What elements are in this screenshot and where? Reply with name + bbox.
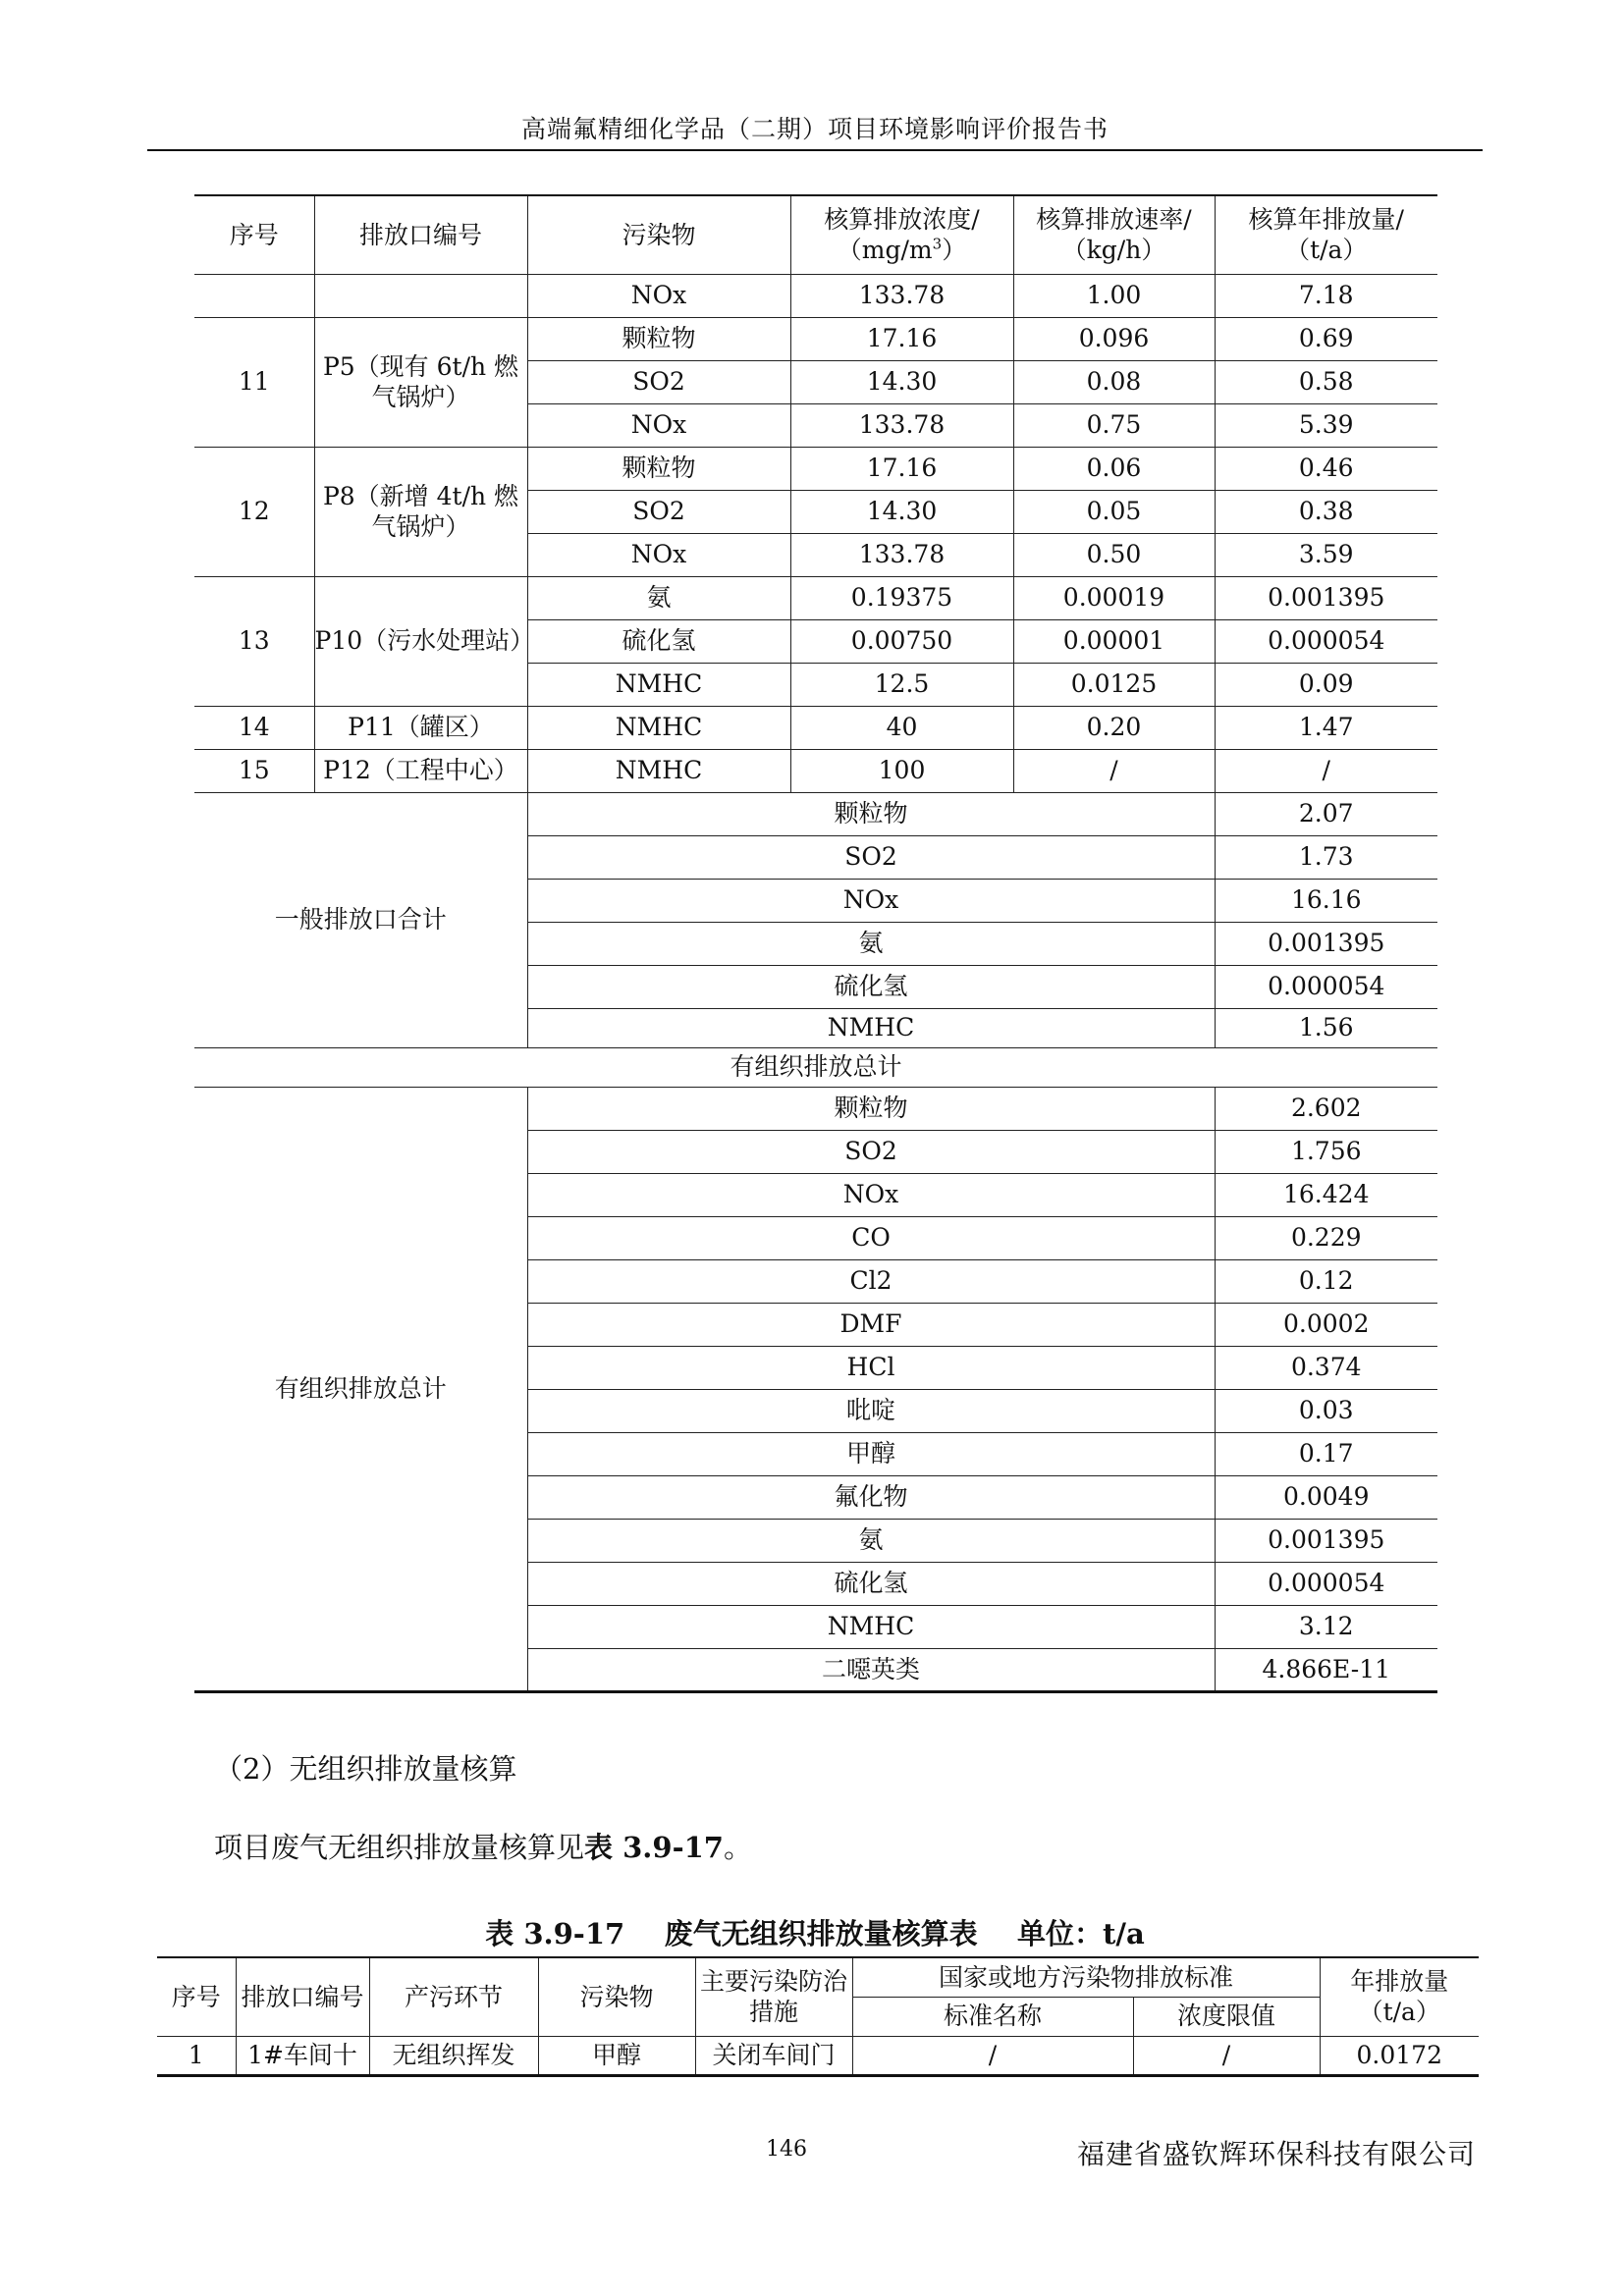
cell-conc: 0.00750 — [790, 619, 1013, 663]
cell-pollutant: NMHC — [527, 706, 790, 749]
cell-limit: / — [1133, 2036, 1320, 2075]
cell-annual: 3.12 — [1215, 1605, 1437, 1648]
cell-conc: 133.78 — [790, 274, 1013, 317]
header-annual: 年排放量 （t/a） — [1320, 1957, 1479, 2036]
cell-pollutant: 颗粒物 — [527, 792, 1215, 835]
cell-annual: 7.18 — [1215, 274, 1437, 317]
cell-pollutant: 吡啶 — [527, 1389, 1215, 1432]
cell-annual: 4.866E-11 — [1215, 1648, 1437, 1691]
cell-outlet: P5（现有 6t/h 燃气锅炉） — [314, 317, 527, 447]
cell-standard-name: / — [852, 2036, 1133, 2075]
organized-emissions-table — [194, 194, 1437, 1693]
cell-annual: 16.16 — [1215, 879, 1437, 922]
fugitive-emissions-table — [157, 1956, 1479, 2077]
cell-outlet: 1#车间十 — [236, 2036, 369, 2075]
cell-annual: 0.000054 — [1215, 1562, 1437, 1605]
cell-seq: 13 — [194, 576, 314, 706]
cell-annual: 0.000054 — [1215, 619, 1437, 663]
header-rule — [147, 149, 1483, 151]
header-annual: 核算年排放量/ （t/a） — [1215, 195, 1437, 274]
cell-rate: / — [1013, 749, 1215, 792]
cell-conc: 0.19375 — [790, 576, 1013, 619]
organized-total-label: 有组织排放总计 — [194, 1087, 527, 1691]
cell-annual: 3.59 — [1215, 533, 1437, 576]
cell-annual: 0.38 — [1215, 490, 1437, 533]
cell-rate: 0.75 — [1013, 403, 1215, 447]
cell-annual: 0.12 — [1215, 1259, 1437, 1303]
table-header-row — [157, 1957, 1479, 1997]
cell-conc: 40 — [790, 706, 1013, 749]
cell-pollutant: SO2 — [527, 360, 790, 403]
cell-pollutant: SO2 — [527, 835, 1215, 879]
cell-rate: 0.06 — [1013, 447, 1215, 490]
cell-pollutant: SO2 — [527, 1130, 1215, 1173]
page-number: 146 — [766, 2137, 807, 2162]
cell-pollutant: NOx — [527, 879, 1215, 922]
cell-pollutant: 颗粒物 — [527, 1087, 1215, 1130]
cell-seq: 15 — [194, 749, 314, 792]
cell-rate: 0.05 — [1013, 490, 1215, 533]
cell-outlet: P12（工程中心） — [314, 749, 527, 792]
header-outlet: 排放口编号 — [236, 1957, 369, 2036]
table-row — [194, 749, 1437, 792]
cell-pollutant: HCl — [527, 1346, 1215, 1389]
cell-annual: 0.0049 — [1215, 1475, 1437, 1519]
cell-pollutant: NOx — [527, 274, 790, 317]
cell-pollutant: NMHC — [527, 663, 790, 706]
table-row — [194, 447, 1437, 490]
cell-pollutant: 颗粒物 — [527, 447, 790, 490]
table-row — [194, 274, 1437, 317]
cell-pollutant: 硫化氢 — [527, 965, 1215, 1008]
cell-pollutant: 甲醇 — [527, 1432, 1215, 1475]
cell-conc: 17.16 — [790, 447, 1013, 490]
cell-annual: 1.756 — [1215, 1130, 1437, 1173]
cell-annual: 16.424 — [1215, 1173, 1437, 1216]
cell-conc: 17.16 — [790, 317, 1013, 360]
cell-annual: 1.73 — [1215, 835, 1437, 879]
cell-seq: 11 — [194, 317, 314, 447]
cell-seq: 14 — [194, 706, 314, 749]
cell-seq: 1 — [157, 2036, 236, 2075]
cell-outlet: P10（污水处理站） — [314, 576, 527, 706]
section-heading-row — [194, 1047, 1437, 1087]
cell-annual: / — [1215, 749, 1437, 792]
header-pollutant: 污染物 — [538, 1957, 695, 2036]
cell-pollutant: 氨 — [527, 1519, 1215, 1562]
cell-annual: 1.47 — [1215, 706, 1437, 749]
header-concentration: 核算排放浓度/ $(mg/m^3)$ — [790, 195, 1013, 274]
cell-pollutant: 硫化氢 — [527, 1562, 1215, 1605]
general-total-label: 一般排放口合计 — [194, 792, 527, 1047]
total-row — [194, 792, 1437, 835]
cell-conc: 133.78 — [790, 403, 1013, 447]
cell-pollutant: 二噁英类 — [527, 1648, 1215, 1691]
header-seq: 序号 — [194, 195, 314, 274]
cell-annual: 0.001395 — [1215, 922, 1437, 965]
cell-rate: 0.20 — [1013, 706, 1215, 749]
table-header-row — [194, 195, 1437, 274]
table-reference: 表 3.9-17 — [584, 1831, 724, 1864]
cell-pollutant: NMHC — [527, 1008, 1215, 1047]
cell-annual: 0.09 — [1215, 663, 1437, 706]
header-outlet: 排放口编号 — [314, 195, 527, 274]
cell-pollutant: 氨 — [527, 922, 1215, 965]
cell-pollutant: 氨 — [527, 576, 790, 619]
cell-conc: 133.78 — [790, 533, 1013, 576]
cell-stage: 无组织挥发 — [369, 2036, 538, 2075]
table-row — [157, 2036, 1479, 2075]
cell-conc: 12.5 — [790, 663, 1013, 706]
cell-annual: 0.229 — [1215, 1216, 1437, 1259]
cell-conc: 14.30 — [790, 360, 1013, 403]
cell-pollutant: Cl2 — [527, 1259, 1215, 1303]
cell-conc: 100 — [790, 749, 1013, 792]
cell-pollutant: NOx — [527, 403, 790, 447]
cell-annual: 2.602 — [1215, 1087, 1437, 1130]
cell-outlet — [314, 274, 527, 317]
cell-seq — [194, 274, 314, 317]
cell-annual: 2.07 — [1215, 792, 1437, 835]
header-seq: 序号 — [157, 1957, 236, 2036]
header-limit: 浓度限值 — [1133, 1997, 1320, 2036]
cell-pollutant: CO — [527, 1216, 1215, 1259]
cell-annual: 0.0002 — [1215, 1303, 1437, 1346]
table-row — [194, 576, 1437, 619]
header-stage: 产污环节 — [369, 1957, 538, 2036]
header-standard-group: 国家或地方污染物排放标准 — [852, 1957, 1320, 1997]
cell-pollutant: 硫化氢 — [527, 619, 790, 663]
cell-pollutant: 颗粒物 — [527, 317, 790, 360]
cell-annual: 5.39 — [1215, 403, 1437, 447]
cell-pollutant: NOx — [527, 533, 790, 576]
header-pollutant: 污染物 — [527, 195, 790, 274]
cell-conc: 14.30 — [790, 490, 1013, 533]
section-heading: （2）无组织排放量核算 — [214, 1752, 517, 1786]
cell-outlet: P11（罐区） — [314, 706, 527, 749]
cell-annual: 0.69 — [1215, 317, 1437, 360]
cell-annual: 1.56 — [1215, 1008, 1437, 1047]
body-paragraph: 项目废气无组织排放量核算见表 3.9-17。 — [214, 1831, 752, 1864]
cell-pollutant: DMF — [527, 1303, 1215, 1346]
cell-rate: 0.50 — [1013, 533, 1215, 576]
cell-pollutant: 氟化物 — [527, 1475, 1215, 1519]
cell-seq: 12 — [194, 447, 314, 576]
cell-pollutant: NOx — [527, 1173, 1215, 1216]
cell-annual: 0.000054 — [1215, 965, 1437, 1008]
cell-annual: 0.17 — [1215, 1432, 1437, 1475]
cell-annual: 0.46 — [1215, 447, 1437, 490]
header-measures: 主要污染防治措施 — [695, 1957, 852, 2036]
cell-annual: 0.001395 — [1215, 576, 1437, 619]
document-header: 高端氟精细化学品（二期）项目环境影响评价报告书 — [520, 115, 1109, 143]
cell-annual: 0.58 — [1215, 360, 1437, 403]
cell-rate: 0.00001 — [1013, 619, 1215, 663]
cell-rate: 0.08 — [1013, 360, 1215, 403]
table-row — [194, 317, 1437, 360]
cell-pollutant: NMHC — [527, 749, 790, 792]
cell-rate: 0.0125 — [1013, 663, 1215, 706]
cell-rate: 0.00019 — [1013, 576, 1215, 619]
cell-measures: 关闭车间门 — [695, 2036, 852, 2075]
cell-annual: 0.374 — [1215, 1346, 1437, 1389]
table-caption: 表 3.9-17 废气无组织排放量核算表 单位：t/a — [485, 1917, 1145, 1950]
cell-annual: 0.001395 — [1215, 1519, 1437, 1562]
header-rate: 核算排放速率/ （kg/h） — [1013, 195, 1215, 274]
organized-total-heading: 有组织排放总计 — [194, 1047, 1437, 1087]
cell-annual: 0.0172 — [1320, 2036, 1479, 2075]
cell-rate: 0.096 — [1013, 317, 1215, 360]
cell-rate: 1.00 — [1013, 274, 1215, 317]
header-standard-name: 标准名称 — [852, 1997, 1133, 2036]
table-row — [194, 706, 1437, 749]
cell-pollutant: 甲醇 — [538, 2036, 695, 2075]
company-name: 福建省盛钦辉环保科技有限公司 — [1076, 2138, 1476, 2170]
cell-annual: 0.03 — [1215, 1389, 1437, 1432]
cell-pollutant: NMHC — [527, 1605, 1215, 1648]
total-row — [194, 1087, 1437, 1130]
cell-outlet: P8（新增 4t/h 燃气锅炉） — [314, 447, 527, 576]
cell-pollutant: SO2 — [527, 490, 790, 533]
